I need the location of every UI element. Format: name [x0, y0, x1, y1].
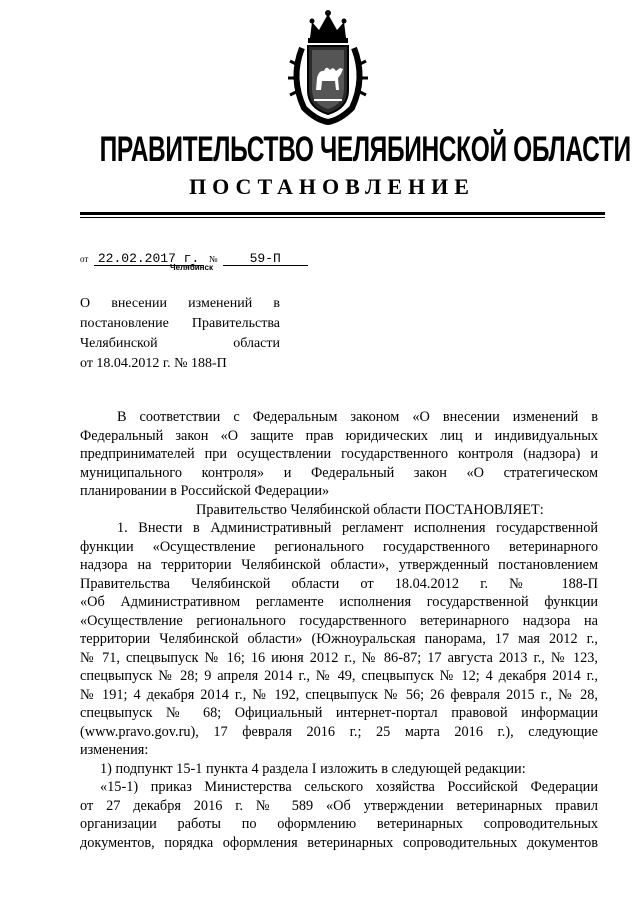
body-line: «15-1) приказ Министерства сельского хозяйства Российской Федерации [100, 779, 598, 795]
document-number: 59-П [223, 253, 308, 266]
header-rule-thin [80, 217, 605, 218]
body-line: Правительство Челябинской области ПОСТАНОВЛЯЕТ: [196, 501, 544, 518]
subject-line: постановление Правительства [80, 316, 280, 331]
body-line: функции «Осуществление регионального государственного ветеринарного [80, 538, 598, 555]
coat-of-arms-emblem [286, 8, 370, 126]
city: Челябинск [170, 263, 213, 272]
subject-line: Челябинской области [80, 336, 280, 351]
body-line: изменения: [80, 742, 149, 758]
body-line: № 71, спецвыпуск № 16; 16 июня 2012 г., № 86-87; 17 августа 2013 г., № 123, [80, 649, 598, 666]
body-line: 1. Внести в Административный регламент исполнения государственной [117, 520, 598, 536]
body-line: муниципального контроля» и Федеральный закон «О стратегическом [80, 464, 598, 481]
body-line: «Осуществление регионального государственного ветеринарного надзора на [80, 612, 598, 629]
body-line: территории Челябинской области» (Южноуральская панорама, 17 мая 2012 г., [80, 631, 598, 647]
body-line: В соответствии с Федеральным законом «О внесении изменений в [117, 409, 598, 425]
document-subject [80, 294, 280, 374]
body-line: от 27 декабря 2016 г. № 589 «Об утверждении ветеринарных правил [80, 797, 598, 814]
document-type: ПОСТАНОВЛЕНИЕ [189, 174, 475, 199]
body-line: предпринимателей при осуществлении государственного контроля (надзора) и [80, 446, 598, 462]
body-line: надзора на территории Челябинской области», утвержденный постановлением [80, 557, 598, 573]
document-date: 22.02.2017 г. [94, 253, 204, 266]
subject-line: О внесении изменений в [80, 296, 280, 311]
body-line: спецвыпуск № 28; 9 апреля 2014 г., № 49, спецвыпуск № 12; 4 декабря 2014 г., [80, 668, 598, 684]
body-line: 1) подпункт 15-1 пункта 4 раздела I изложить в следующей редакции: [100, 760, 526, 777]
body-line: Правительства Челябинской области от 18.04.2012 г. № 188-П [80, 575, 598, 592]
body-line: (www.pravo.gov.ru), 17 февраля 2016 г.; 25 марта 2016 г.), следующие [80, 723, 598, 740]
header-rule-thick [80, 212, 605, 215]
body-line: документов, порядка оформления ветеринарных сопроводительных документов [80, 834, 598, 851]
body-line: № 191; 4 декабря 2014 г., № 192, спецвыпуск № 56; 26 февраля 2015 г., № 28, [80, 686, 598, 703]
subject-line: от 18.04.2012 г. № 188-П [80, 356, 227, 371]
from-label: от [80, 254, 89, 264]
document-body [80, 408, 598, 852]
body-line: организации работы по оформлению ветеринарных сопроводительных [80, 816, 598, 832]
body-line: спецвыпуск № 68; Официальный интернет-портал правовой информации [80, 705, 598, 721]
body-line: планировании в Российской Федерации» [80, 483, 330, 499]
body-line: Федеральный закон «О защите прав юридических лиц и индивидуальных [80, 427, 598, 444]
body-line: «Об Административном регламенте исполнения государственной функции [80, 594, 598, 610]
government-title: ПРАВИТЕЛЬСТВО ЧЕЛЯБИНСКОЙ ОБЛАСТИ [99, 130, 631, 169]
number-label: № [208, 254, 218, 264]
